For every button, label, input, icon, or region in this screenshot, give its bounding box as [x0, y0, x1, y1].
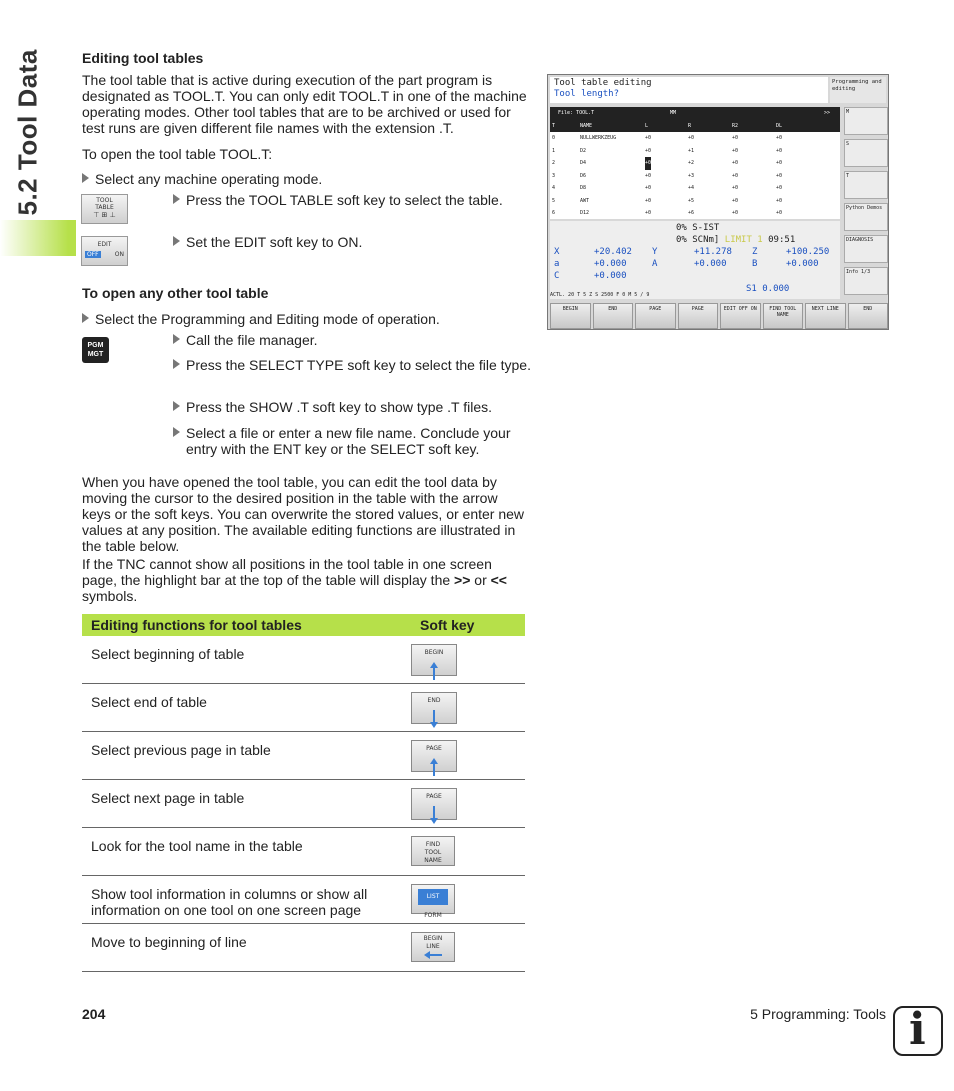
- side-tab: [0, 220, 76, 256]
- screen-col-headers: T NAME L R R2 DL: [550, 120, 840, 133]
- screen-table-row: 4 D8 +0 +4 +0 +0: [552, 185, 783, 191]
- screen-side-key: Info 1/3: [844, 267, 888, 295]
- screen-tool-table: [550, 107, 840, 219]
- step-show-t: Press the SHOW .T soft key to show type .T files.: [173, 399, 541, 415]
- screen-side-key: M: [844, 107, 888, 135]
- step-select-type: Press the SELECT TYPE soft key to select the file type.: [173, 357, 541, 373]
- paragraph-highlight-bar: If the TNC cannot show all positions in the tool table in one screen page, the highlight bar at the top of the table will display the >> or << symbols.: [82, 556, 507, 604]
- screen-side-softkeys: [844, 107, 888, 297]
- tool-table-softkey: TOOL TABLE ⊤ ⊞ ⊥: [81, 194, 128, 224]
- step-file-manager: Call the file manager.: [173, 332, 541, 348]
- screen-file-bar: File: TOOL.T MM >>: [550, 107, 840, 120]
- step-select-file: Select a file or enter a new file name. Conclude your entry with the ENT key or the SELECT soft key.: [173, 425, 541, 457]
- arrow-up-icon: [429, 757, 439, 777]
- screen-softkey: PAGE: [635, 303, 676, 329]
- table-header: [82, 614, 525, 636]
- table-row: Look for the tool name in the table FIND TOOL NAME: [82, 828, 525, 876]
- screen-side-key: DIAGNOSIS: [844, 235, 888, 263]
- screen-softkey: EDIT OFF ON: [720, 303, 761, 329]
- table-row: Select end of table END: [82, 684, 525, 732]
- table-row: Select next page in table PAGE: [82, 780, 525, 828]
- screen-table-row: 1 D2 +0 +1 +0 +0: [552, 147, 783, 154]
- step-tool-table: Press the TOOL TABLE soft key to select the table.: [173, 192, 541, 208]
- screen-side-key: T: [844, 171, 888, 199]
- intro-paragraph: The tool table that is active during execution of the part program is designated as TOOL.T. You can only edit TOOL.T in one of the machine operating modes. Other tool tables that are to be archived or used for test runs are given different file names with the extension .T.: [82, 72, 527, 136]
- heading-editing-tool-tables: Editing tool tables: [82, 50, 204, 66]
- table-row: Select beginning of table BEGIN: [82, 636, 525, 684]
- screen-position-display: 0% S-IST 0% SCNm] LIMIT 1 09:51 X +20.402 Y +11.278 Z +100.250 a +0.000 A +0.000 B +0.000 C +0.000 S1 0.000 ACTL. 20 T 5 Z S 2500 F 0 M 5 / 9: [550, 221, 840, 299]
- screen-axis-row: C +0.000: [554, 271, 627, 281]
- page-number: 204: [82, 1006, 106, 1022]
- screen-table-row: 2 D4 +0 +2 +0 +0: [550, 157, 840, 170]
- arrow-down-icon: [429, 709, 439, 729]
- col-header-function: Editing functions for tool tables: [82, 614, 411, 636]
- step-edit-on: Set the EDIT soft key to ON.: [173, 234, 541, 250]
- screen-softkey: BEGIN: [550, 303, 591, 329]
- side-title-text: 5.2 Tool Data: [12, 49, 43, 216]
- chapter-label: 5 Programming: Tools: [750, 1006, 886, 1022]
- screen-softkey: END: [593, 303, 634, 329]
- screen-axis-row: X +20.402 Y +11.278 Z +100.250: [554, 247, 830, 257]
- arrow-left-icon: [423, 951, 443, 959]
- step-programming-mode: Select the Programming and Editing mode of operation.: [82, 311, 440, 327]
- screen-table-row: 3 D6 +0 +3 +0 +0: [552, 172, 783, 179]
- screen-header: Tool table editing Tool length?: [550, 77, 828, 103]
- table-row: Show tool information in columns or show all information on one tool on one screen page LIST FORM: [82, 876, 525, 924]
- table-row: Move to beginning of line BEGIN LINE: [82, 924, 525, 972]
- arrow-up-icon: [429, 661, 439, 681]
- edit-softkey: EDIT OFF ON: [81, 236, 128, 266]
- open-tool-t-label: To open the tool table TOOL.T:: [82, 146, 273, 162]
- begin-line-softkey: BEGIN LINE: [411, 932, 455, 962]
- arrow-down-icon: [429, 805, 439, 825]
- side-title: [6, 40, 46, 220]
- page-up-softkey: PAGE: [411, 740, 457, 772]
- paragraph-edit-cursor: When you have opened the tool table, you can edit the tool data by moving the cursor to the desired position in the table with the arrow keys or the soft keys. You can overwrite the stored values, or enter new values at any position. The available editing functions are illustrated in the table below.: [82, 474, 525, 554]
- step-select-mode: Select any machine operating mode.: [82, 171, 322, 187]
- screen-mode: Programming and editing: [830, 77, 886, 103]
- col-header-softkey: Soft key: [411, 614, 525, 636]
- screen-side-key: S: [844, 139, 888, 167]
- end-softkey: END: [411, 692, 457, 724]
- screen-table-row: 6 D12 +0 +6 +0 +0: [552, 210, 783, 216]
- begin-softkey: BEGIN: [411, 644, 457, 676]
- screen-softkey: FIND TOOL NAME: [763, 303, 804, 329]
- screen-softkey: END: [848, 303, 889, 329]
- table-row: Select previous page in table PAGE: [82, 732, 525, 780]
- screen-softkey: NEXT LINE: [805, 303, 846, 329]
- screen-softkey: PAGE: [678, 303, 719, 329]
- find-tool-name-softkey: FIND TOOL NAME: [411, 836, 455, 866]
- tnc-screen-screenshot: [547, 74, 889, 330]
- screen-table-row: 5 AWT +0 +5 +0 +0: [552, 197, 783, 204]
- screen-softkey-row: [550, 303, 888, 329]
- pgm-mgt-key: PGM MGT: [82, 337, 109, 363]
- tool-icon: ⊤ ⊞ ⊥: [93, 211, 116, 219]
- heading-other-tool-table: To open any other tool table: [82, 285, 269, 301]
- screen-axis-row: a +0.000 A +0.000 B +0.000: [554, 259, 819, 269]
- list-form-softkey: LIST FORM: [411, 884, 455, 914]
- page-down-softkey: PAGE: [411, 788, 457, 820]
- screen-side-key: Python Demos: [844, 203, 888, 231]
- editing-functions-table: [82, 614, 525, 972]
- screen-table-row: 0 NULLWERKZEUG +0 +0 +0 +0: [552, 135, 783, 141]
- info-icon: i: [893, 1006, 943, 1056]
